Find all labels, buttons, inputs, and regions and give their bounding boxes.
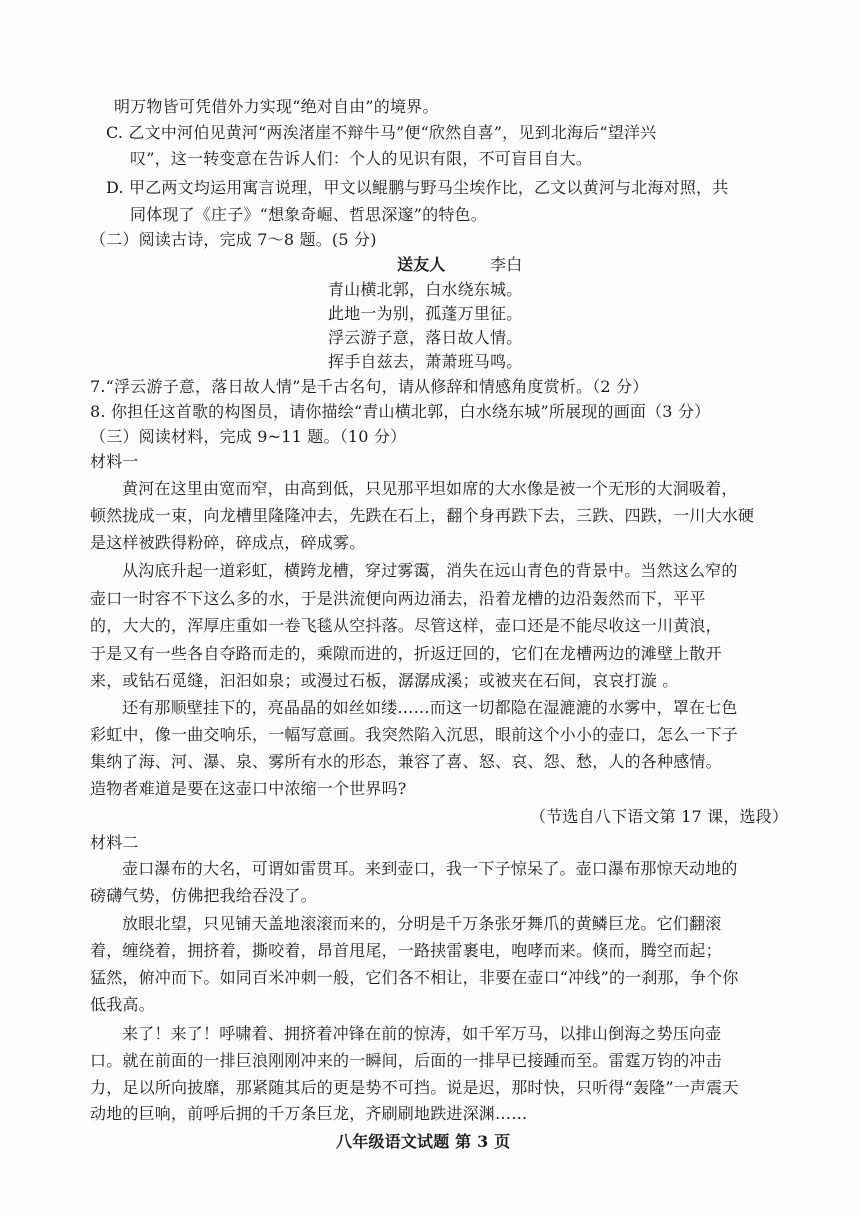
option-c-line2: 叹”，这一转变意在告诉人们：个人的见识有限，不可盲目自大。 [130,149,592,168]
m2-p1-line1: 壶口瀑布的大名，可谓如雷贯耳。来到壶口，我一下子惊呆了。壶口瀑布那惊天动地的 [122,859,738,878]
m2-p3-line2: 口。就在前面的一排巨浪刚刚冲来的一瞬间，后面的一排早已接踵而至。雷霆万钧的冲击 [90,1051,722,1070]
poem-line-1: 青山横北郭，白水绕东城。 [328,280,523,299]
m1-p1-line1: 黄河在这里由宽而窄，由高到低，只见那平坦如席的大水像是被一个无形的大洞吸着， [122,479,738,498]
option-c-line1: C. 乙文中河伯见黄河“两涘渚崖不辩牛马”便“欣然自喜”，见到北海后“望洋兴 [106,123,657,142]
m1-p2-line2: 壶口一时容不下这么多的水，于是洪流便向两边涌去，沿着龙槽的边沿轰然而下，平平 [90,589,706,608]
option-b-tail: 明万物皆可凭借外力实现“绝对自由”的境界。 [114,97,439,116]
m2-p1-line2: 磅礴气势，仿佛把我给吞没了。 [90,886,317,905]
poem-line-4: 挥手自兹去，萧萧班马鸣。 [328,352,523,371]
m2-p2-line3: 猛然，俯冲而下。如同百米冲刺一般，它们各不相让，非要在壶口“冲线”的一刹那，争个你 [90,968,739,987]
m2-p2-line2: 着，缠绕着，拥挤着，撕咬着，昂首甩尾，一路挟雷裹电，咆哮而来。倏而，腾空而起； [90,941,722,960]
m1-p3-line1: 还有那顺壁挂下的，亮晶晶的如丝如缕……而这一切都隐在湿漉漉的水雾中，罩在七色 [122,698,738,717]
m1-p2-line1: 从沟底升起一道彩虹，横跨龙槽，穿过雾霭，消失在远山青色的背景中。当然这么窄的 [122,561,738,580]
poem-author: 李白 [490,255,523,274]
question-8: 8. 你担任这首歌的构图员，请你描绘“青山横北郭，白水绕东城”所展现的画面（3 分） [90,402,711,421]
poem-line-2: 此地一为别，孤蓬万里征。 [328,304,523,323]
m1-p3-line4: 造物者难道是要在这壶口中浓缩一个世界吗? [90,779,407,798]
m1-p2-line3: 的，大大的，浑厚庄重如一卷飞毯从空抖落。尽管这样，壶口还是不能尽收这一川黄浪， [90,616,722,635]
m1-p2-line5: 来，或钻石觅缝，汩汩如泉；或漫过石板，潺潺成溪；或被夹在石间，哀哀打漩 。 [90,671,679,690]
m2-p3-line3: 力，足以所向披靡，那紧随其后的更是势不可挡。说是迟，那时快，只听得“轰隆”一声震天 [90,1078,739,1097]
m2-p3-line1: 来了！来了！呼啸着、拥挤着冲锋在前的惊涛，如千军万马，以排山倒海之势压向壶 [122,1024,722,1043]
poem-line-3: 浮云游子意，落日故人情。 [328,328,523,347]
poem-title: 送友人 [397,255,446,274]
material1-source: （节选自八下语文第 17 课，选段） [530,807,789,826]
m1-p2-line4: 于是又有一些各自夺路而走的，乘隙而进的，折返迂回的，它们在龙槽两边的滩壁上散开 [90,644,722,663]
material1-label: 材料一 [90,452,139,471]
material2-label: 材料二 [90,833,139,852]
option-d-line2: 同体现了《庄子》“想象奇崛、哲思深邃”的特色。 [130,205,487,224]
m1-p3-line2: 彩虹中，像一曲交响乐，一幅写意画。我突然陷入沉思，眼前这个小小的壶口，怎么一下子 [90,725,739,744]
m1-p1-line2: 顿然拢成一束，向龙槽里隆隆冲去，先跌在石上，翻个身再跌下去，三跌、四跌，一川大水硬 [90,506,755,525]
m1-p3-line3: 集纳了海、河、瀑、泉、雾所有水的形态，兼容了喜、怒、哀、怨、愁，人的各种感情。 [90,752,722,771]
question-7: 7.“浮云游子意，落日故人情”是千古名句，请从修辞和情感角度赏析。（2 分） [90,377,649,396]
option-d-line1: D. 甲乙两文均运用寓言说理，甲文以鲲鹏与野马尘埃作比，乙文以黄河与北海对照，共 [106,178,729,197]
m2-p3-line4: 动地的巨响，前呼后拥的千万条巨龙，齐刷刷地跌进深渊…… [90,1104,528,1123]
m2-p2-line4: 低我高。 [90,995,155,1014]
page-footer: 八年级语文试题 第 3 页 [336,1132,511,1151]
m1-p1-line3: 是这样被跌得粉碎，碎成点，碎成雾。 [90,533,366,552]
section2-heading: （二）阅读古诗，完成 7～8 题。(5 分) [90,230,377,249]
section3-heading: （三）阅读材料，完成 9~11 题。（10 分） [90,427,407,446]
m2-p2-line1: 放眼北望，只见铺天盖地滚滚而来的，分明是千万条张牙舞爪的黄鳞巨龙。它们翻滚 [122,914,722,933]
